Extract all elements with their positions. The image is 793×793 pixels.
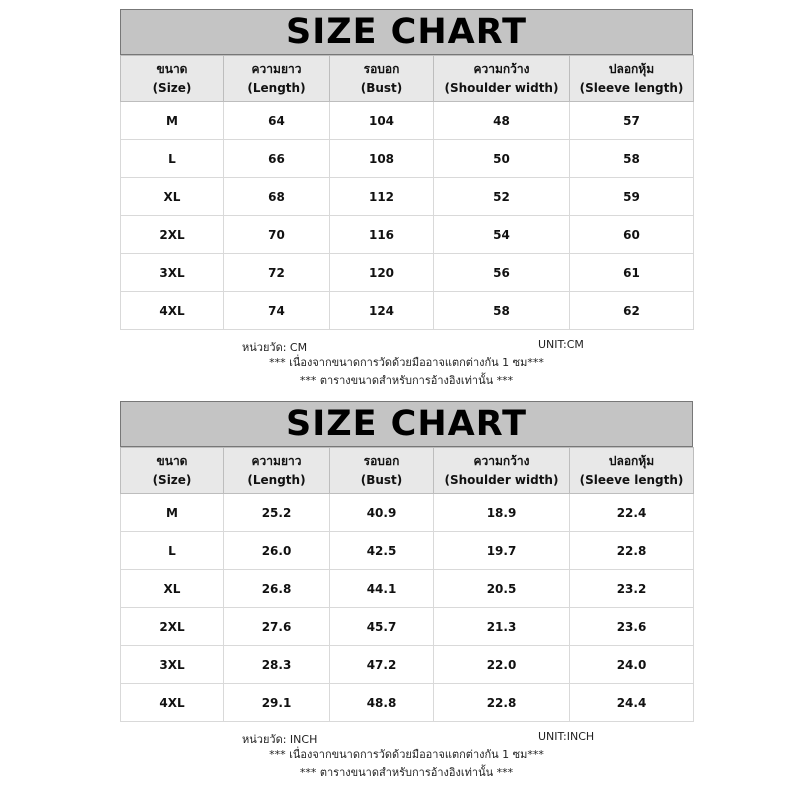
unit-label-thai: หน่วยวัด: INCH [242, 733, 318, 746]
reference-note: *** ตารางขนาดสำหรับการอ้างอิงเท่านั้น *** [299, 766, 514, 779]
cell-sleeve: 61 [570, 254, 694, 292]
table-row [121, 178, 694, 216]
cell-sleeve: 24.4 [570, 684, 694, 722]
chart-title: SIZE CHART [120, 401, 693, 447]
reference-note: *** ตารางขนาดสำหรับการอ้างอิงเท่านั้น *** [299, 374, 514, 387]
cell-sleeve: 57 [570, 102, 694, 140]
cell-shoulder: 52 [434, 178, 570, 216]
cell-size: 2XL [121, 608, 224, 646]
cell-shoulder: 22.8 [434, 684, 570, 722]
cell-shoulder: 21.3 [434, 608, 570, 646]
header-shoulder: ความกว้าง (Shoulder width) [434, 448, 570, 494]
cell-sleeve: 58 [570, 140, 694, 178]
table-row [121, 216, 694, 254]
cell-length: 26.8 [224, 570, 330, 608]
cell-sleeve: 62 [570, 292, 694, 330]
cell-shoulder: 19.7 [434, 532, 570, 570]
header-sleeve: ปลอกหุ้ม (Sleeve length) [570, 56, 694, 102]
cell-bust: 40.9 [330, 494, 434, 532]
cell-length: 74 [224, 292, 330, 330]
cell-bust: 42.5 [330, 532, 434, 570]
cell-bust: 44.1 [330, 570, 434, 608]
cell-length: 27.6 [224, 608, 330, 646]
header-bust: รอบอก (Bust) [330, 448, 434, 494]
table-row [121, 292, 694, 330]
notes-inch [120, 730, 693, 782]
cell-sleeve: 22.4 [570, 494, 694, 532]
cell-length: 72 [224, 254, 330, 292]
cell-bust: 124 [330, 292, 434, 330]
cell-size: XL [121, 570, 224, 608]
cell-sleeve: 59 [570, 178, 694, 216]
cell-size: 2XL [121, 216, 224, 254]
header-row [121, 56, 694, 102]
cell-size: XL [121, 178, 224, 216]
header-row [121, 448, 694, 494]
cell-shoulder: 48 [434, 102, 570, 140]
cell-size: 3XL [121, 254, 224, 292]
cell-shoulder: 58 [434, 292, 570, 330]
header-size: ขนาด (Size) [121, 448, 224, 494]
cell-size: M [121, 494, 224, 532]
cell-bust: 116 [330, 216, 434, 254]
cell-shoulder: 20.5 [434, 570, 570, 608]
cell-length: 68 [224, 178, 330, 216]
cell-size: 3XL [121, 646, 224, 684]
table-row [121, 646, 694, 684]
cell-length: 64 [224, 102, 330, 140]
measurement-note: *** เนื่องจากขนาดการวัดด้วยมืออาจแตกต่างกัน 1 ซม*** [269, 356, 544, 369]
cell-size: L [121, 532, 224, 570]
cell-sleeve: 23.2 [570, 570, 694, 608]
notes-cm [120, 338, 693, 390]
cell-shoulder: 54 [434, 216, 570, 254]
cell-sleeve: 24.0 [570, 646, 694, 684]
unit-label-english: UNIT:CM [538, 338, 584, 351]
cell-bust: 45.7 [330, 608, 434, 646]
cell-length: 66 [224, 140, 330, 178]
cell-length: 26.0 [224, 532, 330, 570]
header-length: ความยาว (Length) [224, 448, 330, 494]
cell-length: 25.2 [224, 494, 330, 532]
cell-bust: 120 [330, 254, 434, 292]
table-row [121, 608, 694, 646]
cell-length: 70 [224, 216, 330, 254]
cell-bust: 104 [330, 102, 434, 140]
header-bust: รอบอก (Bust) [330, 56, 434, 102]
size-chart-inch [120, 401, 693, 722]
cell-shoulder: 50 [434, 140, 570, 178]
cell-sleeve: 23.6 [570, 608, 694, 646]
cell-shoulder: 22.0 [434, 646, 570, 684]
table-row [121, 254, 694, 292]
cell-bust: 112 [330, 178, 434, 216]
table-row [121, 532, 694, 570]
cell-size: 4XL [121, 292, 224, 330]
cell-length: 28.3 [224, 646, 330, 684]
table-row [121, 684, 694, 722]
header-sleeve: ปลอกหุ้ม (Sleeve length) [570, 448, 694, 494]
table-row [121, 570, 694, 608]
unit-label-english: UNIT:INCH [538, 730, 595, 743]
cell-bust: 47.2 [330, 646, 434, 684]
cell-shoulder: 56 [434, 254, 570, 292]
cell-bust: 108 [330, 140, 434, 178]
cell-size: L [121, 140, 224, 178]
cell-size: 4XL [121, 684, 224, 722]
size-chart-cm [120, 9, 693, 330]
unit-label-thai: หน่วยวัด: CM [242, 341, 308, 354]
cell-sleeve: 22.8 [570, 532, 694, 570]
chart-title: SIZE CHART [120, 9, 693, 55]
cell-sleeve: 60 [570, 216, 694, 254]
size-table [120, 55, 694, 330]
cell-size: M [121, 102, 224, 140]
cell-bust: 48.8 [330, 684, 434, 722]
cell-shoulder: 18.9 [434, 494, 570, 532]
table-row [121, 140, 694, 178]
measurement-note: *** เนื่องจากขนาดการวัดด้วยมืออาจแตกต่างกัน 1 ซม*** [269, 748, 544, 761]
table-row [121, 102, 694, 140]
size-table [120, 447, 694, 722]
header-size: ขนาด (Size) [121, 56, 224, 102]
table-row [121, 494, 694, 532]
header-shoulder: ความกว้าง (Shoulder width) [434, 56, 570, 102]
cell-length: 29.1 [224, 684, 330, 722]
header-length: ความยาว (Length) [224, 56, 330, 102]
